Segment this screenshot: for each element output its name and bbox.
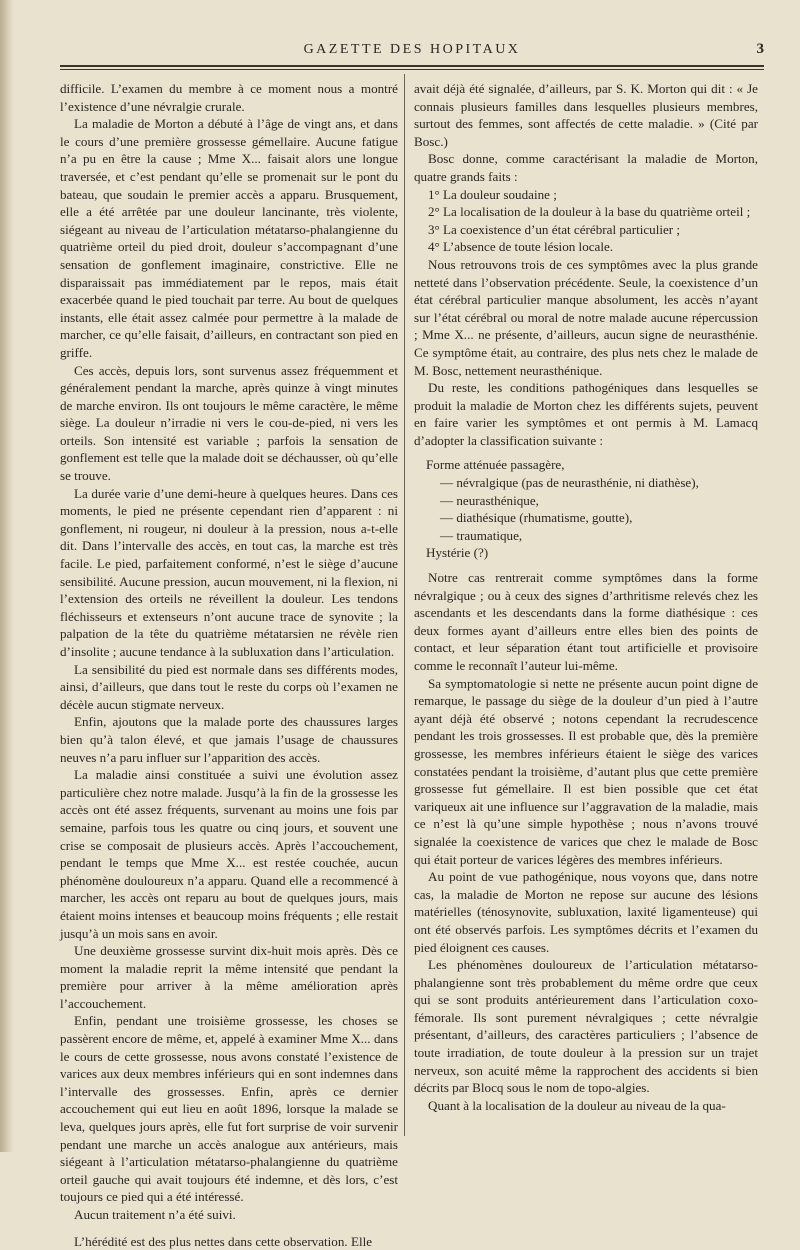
header-rule-thin [60,69,764,70]
paragraph: Bosc donne, comme caractérisant la maladie de Morton, quatre grands faits : [414,151,758,184]
paragraph: La maladie de Morton a débuté à l’âge de vingt ans, et dans le cours d’une première grossesse gémellaire. Aucune fatigue n’a pu en être la cause ; Mme X... faisait alors une longue traversée, et c’est pendant qu’elle se promenait sur le pont du bateau, que soudain le premier accès a apparu. Brusquement, elle a été arrêtée par une douleur lancinante, très violente, siégeant au niveau de l’articulation métatarso-phalangienne du quatrième orteil du pied droit, douleur s’accompagnant d’une sensation de gonflement imaginaire, constrictive. Elle ne disparaissait pas immédiatement par le repos, mais était exacerbée quand le pied touchait par terre. Au bout de quelques instants, elle était assez calmée pour permettre à la malade de marcher, ce qu’elle faisait, d’ailleurs, en contractant son pied en griffe. [60,116,398,360]
paragraph: Au point de vue pathogénique, nous voyons que, dans notre cas, la maladie de Morton ne repose sur aucune des lésions matérielles (ténosynovite, subluxation, laxité ligamenteuse) qui ont été observés parfois. Les symptômes décrits et l’examen du pied éloignent ces causes. [414,869,758,955]
classification-item: — diathésique (rhumatisme, goutte), [440,510,633,526]
page-number: 3 [756,41,764,57]
list-item: 2° La localisation de la douleur à la base du quatrième orteil ; [428,204,751,220]
classification-item: — neurasthénique, [440,492,539,508]
column-divider [404,74,405,1136]
paragraph: Aucun traitement n’a été suivi. [74,1207,236,1222]
paragraph: Du reste, les conditions pathogéniques dans lesquelles se produit la maladie de Morton chez les différents sujets, peuvent en faire varier les symptômes et ont permis à M. Lamacq d’adopter la classification suivante : [414,380,758,448]
classification-item: Hystérie (?) [426,545,489,561]
paragraph: Enfin, ajoutons que la malade porte des chaussures larges bien qu’à talon élevé, et que jamais l’usage de chaussures neuves n’a paru influer sur l’apparition des accès. [60,714,398,765]
paragraph: Notre cas rentrerait comme symptômes dans la forme névralgique ; ou à ceux des signes d’arthritisme relevés chez les ascendants et les descendants dans la forme diathésique : ces deux formes ayant d’ailleurs entre elles bien des points de contact, et leur séparation étant tout artificielle et provisoire comme le reconnaît l’auteur lui-même. [414,570,758,673]
left-column [60,80,398,1250]
right-column [414,80,758,1114]
list-item: 4° L’absence de toute lésion locale. [428,239,614,255]
paragraph: Enfin, pendant une troisième grossesse, les choses se passèrent encore de même, et, appelé à examiner Mme X... dans le cours de cette grossesse, nous avons constaté l’existence de varices aux deux membres inférieurs qui en sont indemnes dans l’intervalle des grossesses. Enfin, après ce dernier accouchement qui eut lieu en août 1896, lorsque la malade se leva, quelques jours après, elle fut fort surprise de voir survenir pendant une marche un accès analogue aux antérieurs, mais siégeant à l’articulation métatarso-phalangienne du quatrième orteil gauche qui avait toujours été indemne, et dès lors, c’est toujours ce pied qui a été intéressé. [60,1013,398,1205]
list-item: 3° La coexistence d’un état cérébral particulier ; [428,221,681,237]
paragraph: avait déjà été signalée, d’ailleurs, par S. K. Morton qui dit : « Je connais plusieurs familles dans lesquelles plusieurs membres, surtout des femmes, sont affectés de cette maladie. » (Cité par Bosc.) [414,81,758,149]
running-title: GAZETTE DES HOPITAUX [303,42,521,57]
classification-item: — névralgique (pas de neurasthénie, ni diathèse), [440,475,699,491]
paragraph: Ces accès, depuis lors, sont survenus assez fréquemment et généralement pendant la marche, après quinze à vingt minutes de marche environ. Ils ont toujours le même caractère, le même siège. La douleur n’irradie ni vers le cou-de-pied, ni vers les orteils. Son intensité est variable ; parfois la sensation de gonflement est telle que la malade doit se déchausser, où qu’elle se trouve. [60,362,398,484]
paragraph: Les phénomènes douloureux de l’articulation métatarso-phalangienne sont très probablement du même ordre que ceux qui se sont produits antérieurement dans l’articulation coxo-fémorale. Ils sont purement névralgiques ; cette névralgie présentant, d’ailleurs, des caractères particuliers ; l’absence de toute irradiation, de toute douleur à la pression sur un trajet nerveux, son acuité même la rapprochent des accidents si bien décrits par Blocq sous le nom de topo-algies. [414,957,758,1096]
paragraph: difficile. L’examen du membre à ce moment nous a montré l’existence d’une névralgie crurale. [60,81,398,114]
paragraph: La sensibilité du pied est normale dans ses différents modes, ainsi, d’ailleurs, que dans tout le reste du corps où l’examen ne décèle aucun stigmate nerveux. [60,661,398,712]
list-item: 1° La douleur soudaine ; [428,186,557,202]
classification-item: Forme atténuée passagère, [426,457,565,473]
classification-item: — traumatique, [440,527,523,543]
paragraph: Quant à la localisation de la douleur au niveau de la qua- [428,1097,726,1113]
paragraph: Une deuxième grossesse survint dix-huit mois après. Dès ce moment la maladie reprit la même intensité que pendant la première pour arriver à la même amélioration après l’accouchement. [60,943,398,1011]
page-binding-edge [0,0,14,1152]
paragraph: La durée varie d’une demi-heure à quelques heures. Dans ces moments, le pied ne présente cependant rien d’apparent : ni gonflement, ni rougeur, ni douleur à la pression, nous a-t-elle dit. Dans l’intervalle des accès, en tout cas, la marche est très facile. Le pied, parfaitement conformé, n’est le siège d’aucune sensibilité. Aucune pression, aucun mouvement, ni la flexion, ni l’extension des orteils ne réveillent la douleur. Les tendons fléchisseurs et extenseurs n’ont aucune trace de synovite ; la palpation de la tête du quatrième métatarsien ne révèle rien d’insolite ; aucune tendance à la subluxation dans l’articulation. [60,485,398,659]
paragraph: Sa symptomatologie si nette ne présente aucun point digne de remarque, le passage du siège de la douleur d’un pied à l’autre ayant déjà été observé ; notons cependant la recrudescence pendant les trois grossesses. Il est probable que, dès la première grossesse, les membres inférieurs étaient le siège des varices constatées pendant la troisième, d’autant plus que cette première grossesse fut gémellaire. Il est bien possible que cet état variqueux ait une influence sur l’aggravation de la maladie, mais ce n’est là qu’une simple hypothèse ; nous n’avons trouvé signalée la coexistence de varices que chez le malade de Bosc qui était porteur de varices légères des membres inférieurs. [414,675,758,867]
paragraph: Nous retrouvons trois de ces symptômes avec la plus grande netteté dans l’observation précédente. Seule, la coexistence d’un état cérébral particulier manque absolument, les accès n’ayant sur l’état cérébral ou moral de notre malade aucune répercussion ; Mme X... ne présente, d’ailleurs, aucun signe de neurasthénie. Ce symptôme était, au contraire, des plus nets chez le malade de M. Bosc, nettement neurasthénique. [414,256,758,378]
header-rule-thick [60,65,764,67]
paragraph: La maladie ainsi constituée a suivi une évolution assez particulière chez notre malade. Jusqu’à la fin de la grossesse les accès ont été assez fréquents, survenant au moins une fois par semaine, parfois tous les quatre ou cinq jours, et souvent une crise se composait de plusieurs accès. Après l’accouchement, pendant le temps que Mme X... est restée couchée, aucun phénomène douloureux n’a apparu. Quand elle a recommencé à marcher, les accès ont reparu au bout de quelques jours, mais étaient moins intenses et beaucoup moins fréquents ; elle restait jusqu’à un mois sans en avoir. [60,767,398,941]
paragraph: L’hérédité est des plus nettes dans cette observation. Elle [74,1233,373,1249]
page-header [60,40,764,62]
